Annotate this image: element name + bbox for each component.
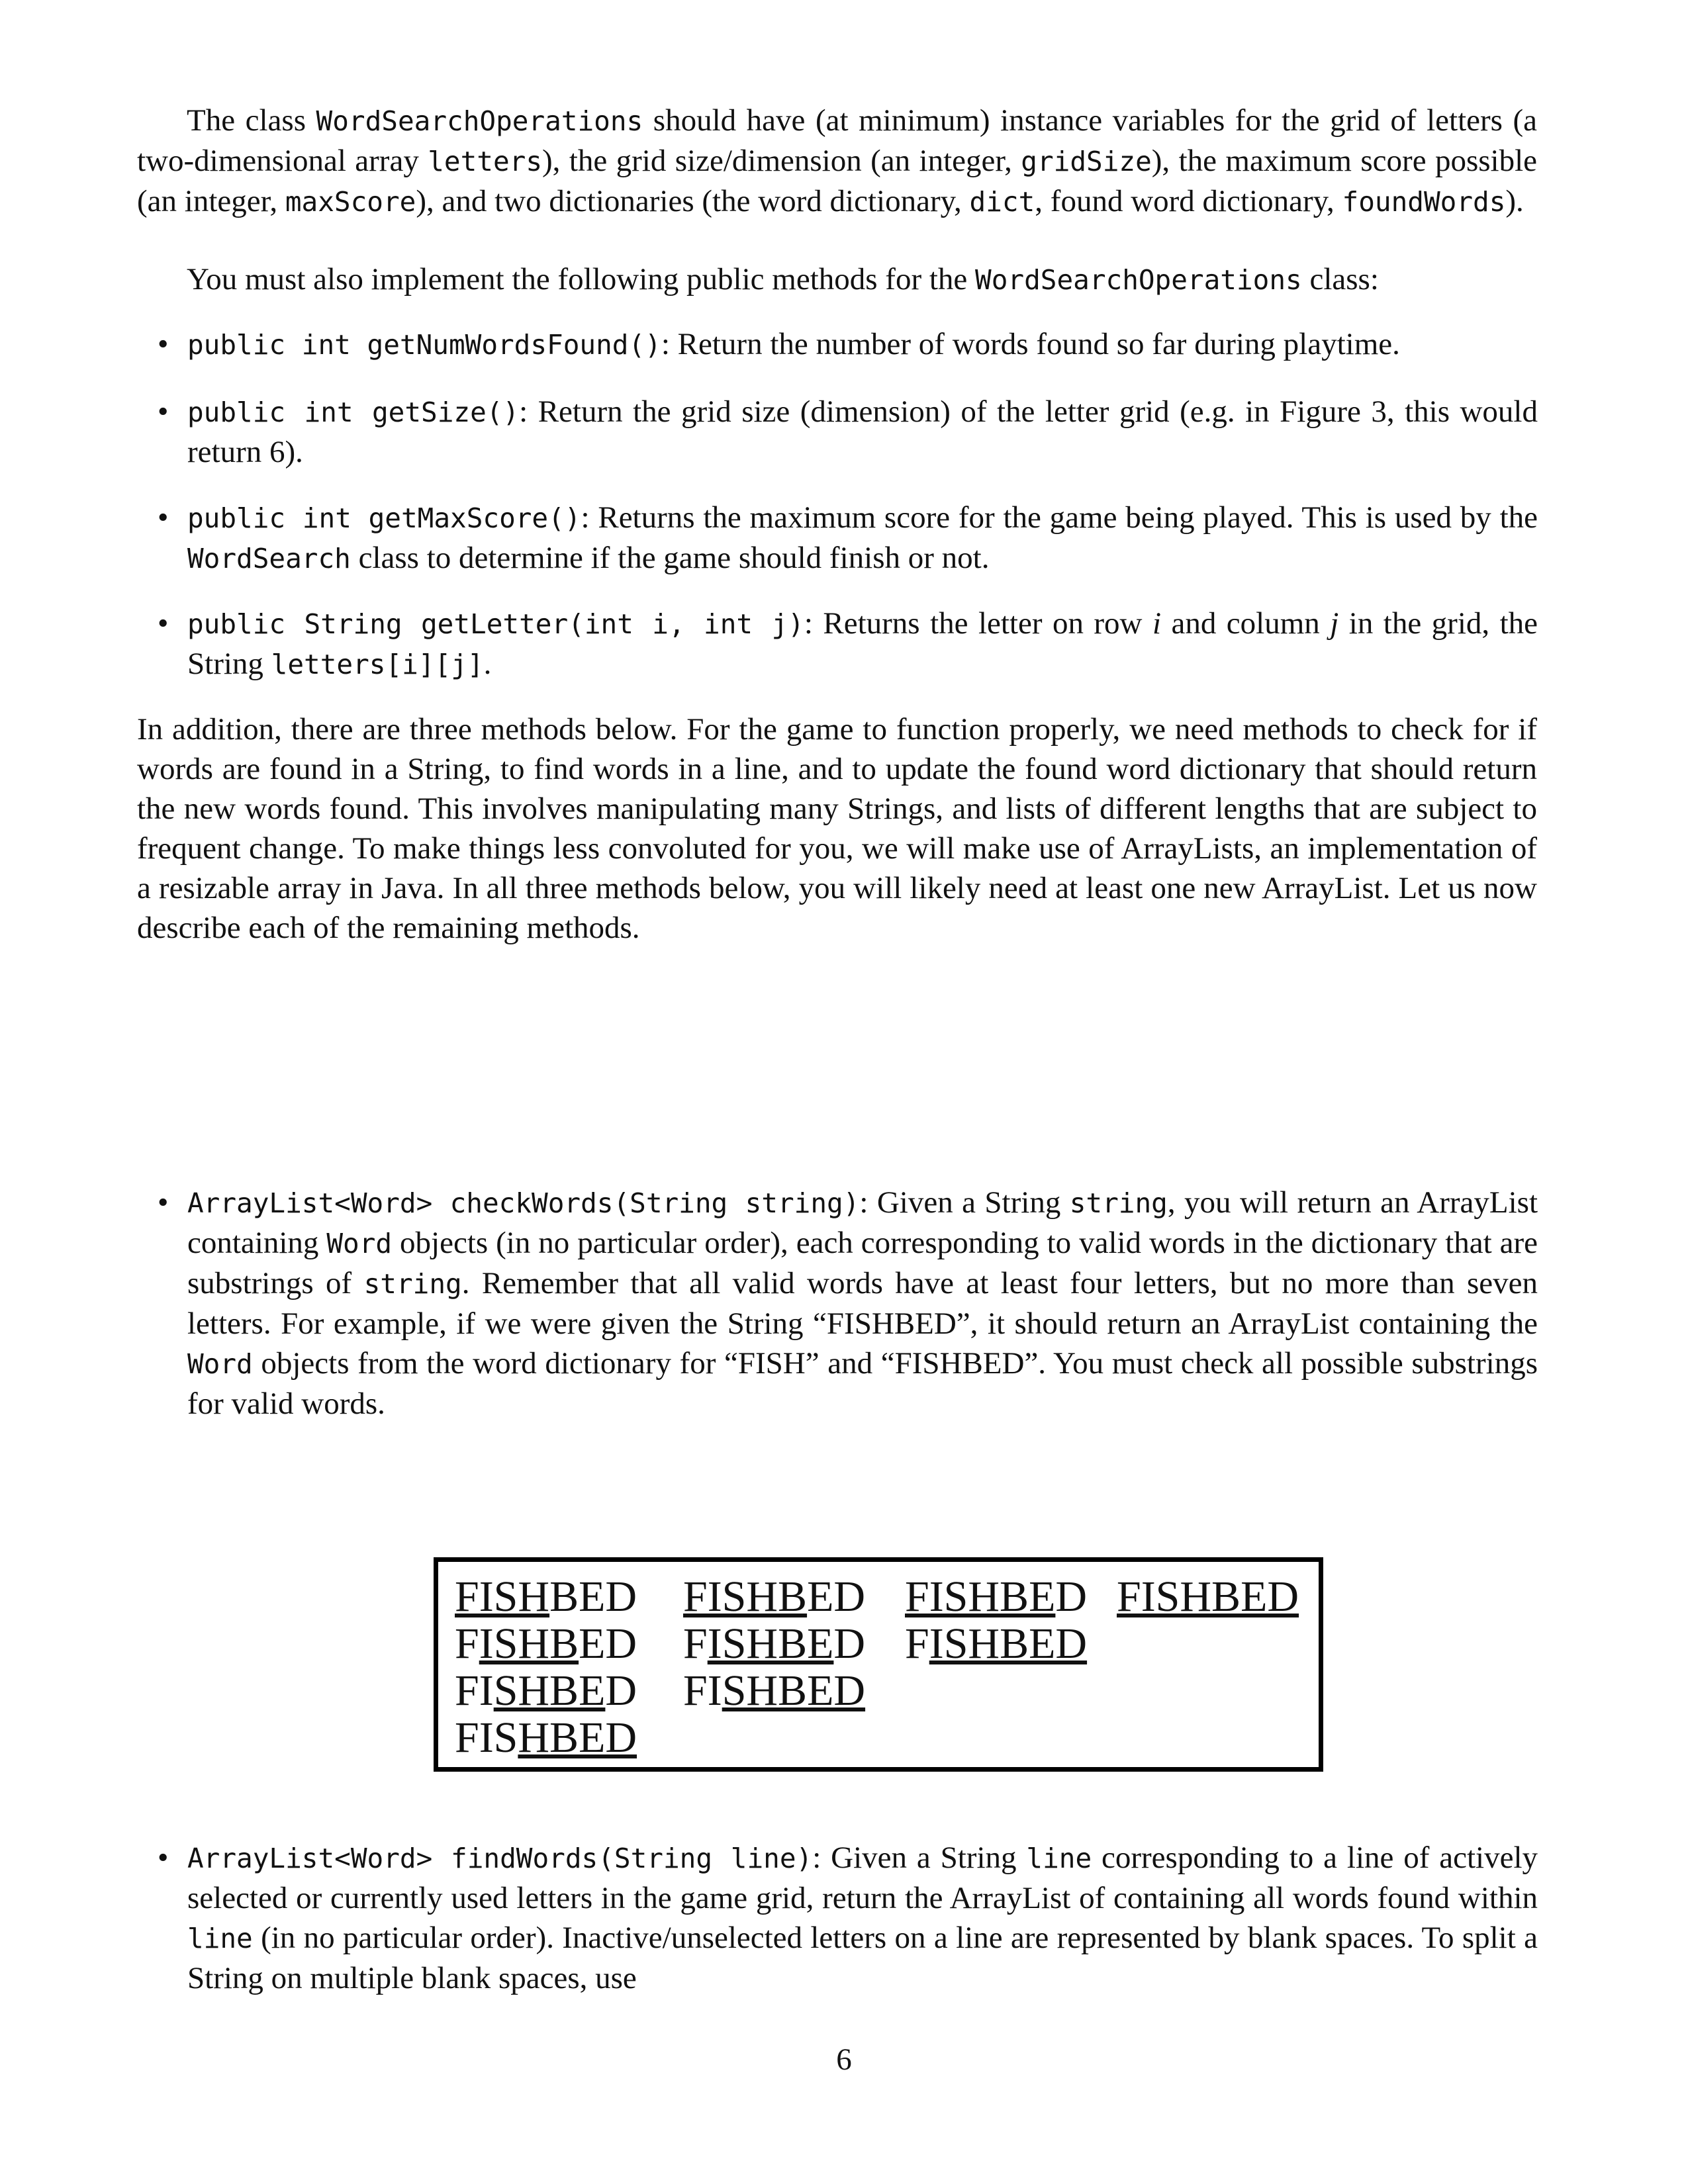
text-run: in the grid, the String [187, 606, 1538, 681]
figure-row [455, 1574, 1345, 1621]
underlined-substring: FISHBED [1117, 1572, 1299, 1621]
code-text: string [1069, 1187, 1168, 1219]
underlined-substring: SHBED [722, 1666, 866, 1715]
bullet-getMaxScore [158, 498, 1538, 578]
code-text: dict [969, 186, 1035, 218]
text-run: ), and two dictionaries (the word dictionary, [416, 184, 970, 218]
substring-example [455, 1621, 683, 1667]
code-text: maxScore [285, 186, 416, 218]
code-text: letters[i][j] [271, 649, 484, 680]
code-text: WordSearchOperations [316, 105, 643, 137]
code-text: WordSearchOperations [975, 264, 1302, 296]
underlined-substring: FISH [455, 1572, 550, 1621]
bullet-getNumWordsFound [158, 324, 1538, 365]
letters: ED [579, 1619, 637, 1668]
text-run: class: [1301, 262, 1379, 296]
underlined-substring: SHBE [493, 1666, 606, 1715]
underlined-substring: ISHBED [929, 1619, 1088, 1668]
text-run: You must also implement the following public methods for the [187, 262, 976, 296]
paragraph-arraylists [137, 709, 1537, 948]
code-text: line [187, 1923, 253, 1954]
text-run: ). [1505, 184, 1524, 218]
code-text: string [363, 1268, 462, 1300]
substring-example [455, 1715, 683, 1761]
letters: FI [683, 1666, 722, 1715]
substring-example [1117, 1574, 1345, 1620]
letters: D [605, 1666, 637, 1715]
math-variable: i [1152, 606, 1162, 641]
code-text: Word [187, 1348, 253, 1380]
text-run: corresponding to a line of actively selected or currently used letters in the game grid, return the ArrayList of containing all words found within [187, 1841, 1538, 1915]
bullet-getLetter [158, 604, 1538, 684]
substring-grid [455, 1574, 1345, 1762]
code-text: ArrayList<Word> checkWords(String string) [187, 1187, 860, 1219]
letters: F [455, 1619, 479, 1668]
figure-row [455, 1621, 1345, 1668]
substring-example [455, 1574, 683, 1620]
code-text: gridSize [1021, 146, 1152, 177]
text-run: ), the grid size/dimension (an integer, [542, 144, 1021, 178]
letters: D [1055, 1572, 1088, 1621]
substring-example [683, 1621, 905, 1667]
bullet-text [187, 327, 1400, 361]
text-run: , you will return an ArrayList containing [187, 1185, 1538, 1260]
bullet-icon: • [158, 500, 169, 535]
underlined-substring: ISHBE [707, 1619, 834, 1668]
code-text: public int getSize() [187, 396, 520, 428]
text-run: : Returns the maximum score for the game being played. This is used by the [581, 500, 1538, 535]
text-run: class to determine if the game should finish or not. [350, 541, 990, 575]
code-text: letters [428, 146, 543, 177]
math-variable: j [1330, 606, 1339, 641]
code-text: foundWords [1342, 186, 1506, 218]
letters: F [905, 1619, 929, 1668]
text-run: : Given a String [859, 1185, 1070, 1220]
text-run: : Returns the letter on row [804, 606, 1152, 641]
letters: D [833, 1619, 866, 1668]
code-text: WordSearch [187, 543, 351, 574]
bullet-icon: • [158, 1841, 169, 1875]
substring-example [905, 1621, 1117, 1667]
bullet-text [187, 1841, 1538, 1995]
paragraph-instance-variables [137, 101, 1537, 222]
bullet-icon: • [158, 394, 169, 429]
substring-example [455, 1668, 683, 1714]
substring-figure [434, 1557, 1323, 1772]
substring-example [683, 1668, 905, 1714]
code-text: line [1026, 1843, 1092, 1874]
text-run: . Remember that all valid words have at least four letters, but no more than seven letters. For example, if we were given the String “FISHBED”, it should return an ArrayList containing the [187, 1266, 1538, 1341]
substring-example [683, 1574, 905, 1620]
letters: ED [807, 1572, 866, 1621]
substring-example [905, 1574, 1117, 1620]
underlined-substring: ISHB [479, 1619, 579, 1668]
letters: BED [549, 1572, 637, 1621]
underlined-substring: HBED [518, 1713, 637, 1762]
code-text: ArrayList<Word> findWords(String line) [187, 1843, 813, 1874]
text-run: (in no particular order). Inactive/unselected letters on a line are represented by blank spaces. To split a String on multiple blank spaces, use [187, 1921, 1538, 1995]
bullet-checkWords [158, 1183, 1538, 1424]
code-text: public int getNumWordsFound() [187, 329, 661, 361]
text-run: objects (in no particular order), each corresponding to valid words in the dictionary that are substrings of [187, 1226, 1538, 1300]
underlined-substring: FISHB [683, 1572, 808, 1621]
code-text: Word [326, 1228, 393, 1259]
bullet-icon: • [158, 327, 169, 361]
text-run: , found word dictionary, [1035, 184, 1342, 218]
paragraph-public-methods-intro [137, 259, 1537, 300]
text-run: ), the maximum score possible (an integer, [137, 144, 1538, 218]
bullet-getSize [158, 392, 1538, 472]
text-run: The class [187, 103, 316, 138]
letters: FI [455, 1666, 494, 1715]
bullet-text [187, 500, 1538, 575]
bullet-text [187, 1185, 1538, 1421]
bullet-icon: • [158, 606, 169, 641]
text-run: objects from the word dictionary for “FISH” and “FISHBED”. You must check all possible substrings for valid words. [187, 1346, 1538, 1421]
underlined-substring: FISHBE [905, 1572, 1056, 1621]
code-text: public String getLetter(int i, int j) [187, 608, 804, 640]
text-run: . [483, 647, 492, 681]
bullet-icon: • [158, 1185, 169, 1220]
page-number: 6 [836, 2042, 852, 2077]
bullet-text [187, 606, 1538, 681]
letters: F [683, 1619, 708, 1668]
text-run: : Return the grid size (dimension) of the letter grid (e.g. in Figure 3, this would return 6). [187, 394, 1538, 469]
figure-row [455, 1668, 1345, 1715]
bullet-findWords [158, 1838, 1538, 1998]
letters: FIS [455, 1713, 518, 1762]
figure-row [455, 1715, 1345, 1762]
text-run: : Return the number of words found so far during playtime. [661, 327, 1400, 361]
text-run: and column [1161, 606, 1331, 641]
text-run: In addition, there are three methods below. For the game to function properly, we need methods to check for if words are found in a String, to find words in a line, and to update the found word dictionary that should return the new words found. This involves manipulating many Strings, and lists of different lengths that are subject to frequent change. To make things less convoluted for you, we will make use of ArrayLists, an implementation of a resizable array in Java. In all three methods below, you will likely need at least one new ArrayList. Let us now describe each of the remaining methods. [137, 712, 1537, 945]
text-run: : Given a String [812, 1841, 1027, 1875]
bullet-text [187, 394, 1538, 469]
text-run: should have (at minimum) instance variables for the grid of letters (a two-dimensional array [137, 103, 1537, 178]
code-text: public int getMaxScore() [187, 502, 581, 534]
